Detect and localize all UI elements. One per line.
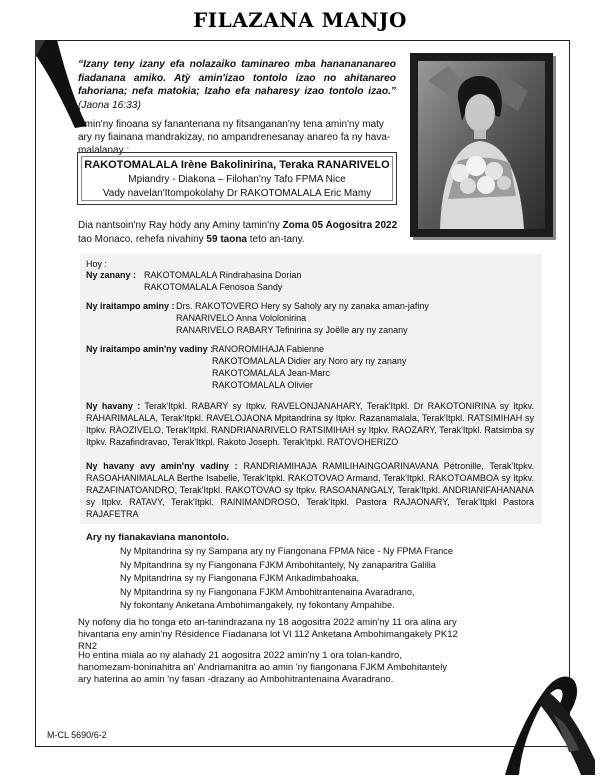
spouse-relatives-label: Ny havany avy amin'ny vadiny : <box>86 461 238 471</box>
list-item: RANOROMIHAJA Fabienne <box>212 344 325 354</box>
children-list <box>144 269 301 293</box>
spouse-relatives-text: RANDRIAMIHAJA RAMILIHAINGOARINAVANA Pétronille, Terak'Itpkv. RASOAHANIMALALA Berthe Isabelle, Terak'Itpkl. RAKOTOVAO Armand, Terak'Itpkl. RAKOTOAMBOA sy Itpkv. RAZAFINATOANDRO, Terak'Itpkl. RAKOTOVAO sy Itpkv. RASOANANGALY, Terak'Itpkl. ANDRIANIFAHANANA sy Itpkv. RATAVY, Terak'Itpkl. RAINIMANDROSO, Terak'Itpkl. Pastora RAJAONARY, Terak'Itpkl Pastora RAJAFETRA <box>86 461 534 519</box>
in-laws-list <box>212 343 406 391</box>
list-item: RANARIVELO Anna Vololonirina <box>176 313 307 323</box>
list-item: Ny fokontany Anketana Ambohimangakely, ny fokontany Ampahibe. <box>120 600 395 610</box>
death-text: Dia nantsoin'ny Ray hody any Aminy tamin'ny <box>78 220 283 231</box>
deceased-box <box>77 152 397 205</box>
portrait-photo <box>410 53 553 237</box>
relatives-paragraph <box>86 400 534 448</box>
deceased-name: RAKOTOMALALA Irène Bakolinirina, Teraka RANARIVELO <box>84 159 390 171</box>
list-item: RAKOTOMALALA Fenosoa Sandy <box>144 282 283 292</box>
reference-code: M-CL 5690/6-2 <box>47 730 107 740</box>
wake-paragraph: Ny nofony dia ho tonga eto an-tanindrazana ny 18 aogositra 2022 amin'ny 11 ora alina ary hivantana eny amin'ny Résidence Fiadanana lot VI 112 Anketana Ambohimangakely PK12 RN2 <box>78 617 458 652</box>
funeral-paragraph: Ho entina miala ao ny alahady 21 aogositra 2022 amin'ny 1 ora tolan-kandro, hanomezam-boninahitra an' Andriamanitra ao amin 'ny fiangonana FJKM Ambohitantely ary haterina ao amin 'ny fasan -drazany ao Ambohitrantenaina Avaradrano. <box>78 650 448 685</box>
relatives-label: Ny havany : <box>86 401 141 411</box>
list-item: Drs. RAKOTOVERO Hery sy Saholy ary ny zanaka aman-jafiny <box>176 301 429 311</box>
deceased-role: Mpiandry - Diakona – Filohan'ny Tafo FPMA Nice <box>128 174 346 185</box>
siblings-list <box>176 300 429 336</box>
page-title: FILAZANA MANJO <box>193 8 407 32</box>
deceased-spouse: Vady navelan'Itompokolahy Dr RAKOTOMALALA Eric Mamy <box>102 188 372 199</box>
mourning-ribbon-icon <box>485 660 595 775</box>
relatives-text: Terak'Itpkl. RABARY sy Itpkv. RAVELONJANAHARY, Terak'Itpkl. Dr RAKOTONIRINA sy Itpkv. RAHARIMALALA, Terak'Itpkl. RAVELOJAONA Mpitandrina sy Itpkv. Razanamalala, Terak'Itpkl. RATSIMIHAH sy Itpkv. RAOZIVELO, Terak'Itpkl. RANDRIANARIVELO RATSIMIHAH sy Itpkv. RAOZARY, Terak'Itpkl. Ratsimba sy Itpkv. Razafindravao, Terak'Itkpl. Rakoto Joseph. Terak'itpkl. RATOVOHERIZO <box>86 401 534 447</box>
list-item: Ny Mpitandrina sy ny Fiangonana FJKM Ankadimbahoaka, <box>120 573 359 583</box>
list-item: Ny Mpitandrina sy ny Fiangonana FJKM Ambohitantely, Ny zanaparitra Galilia <box>120 559 436 570</box>
quote-text: “Izany teny izany efa nolazaiko taminareo mba hananananareo fiadanana amiko. Atỳ amin'izao tontolo izao no ahitanareo fahoriana; nefa matokia; Izaho efa naharesy izao tontolo izao.” <box>78 59 396 98</box>
death-text: tao Monaco, rehefa nivahiny <box>78 233 207 245</box>
list-item: RAKOTOMALALA Didier ary Noro ary ny zanany <box>212 356 407 366</box>
list-item: RAKOTOMALALA Jean-Marc <box>212 368 330 378</box>
death-age: 59 taona <box>206 233 247 245</box>
children-label: Ny zanany : <box>86 270 137 280</box>
church-list <box>120 545 453 613</box>
whole-family-line: Ary ny fianakaviana manontolo. <box>86 532 230 543</box>
death-announcement <box>78 219 398 246</box>
death-date: Zoma 05 Aogositra 2022 <box>282 220 398 231</box>
intro-paragraph: Amin'ny finoana sy fanantenana ny fitsanganan'ny tena amin'ny maty ary ny fiainana mandrakizay, no ampandrenesanay anareo fa ny hava-malalanay : <box>78 119 391 156</box>
list-item: RANARIVELO RABARY Tefinirina sy Joëlle ary ny zanany <box>176 325 408 335</box>
list-item: Ny Mpitandrina sy ny Sampana ary ny Fiangonana FPMA Nice - Ny FPMA France <box>120 546 453 556</box>
bible-quote <box>78 58 396 112</box>
in-laws-label: Ny iraitampo amin'ny vadiny : <box>86 344 214 354</box>
family-hoy: Hoy : <box>86 259 108 269</box>
siblings-label: Ny iraitampo aminy : <box>86 301 175 311</box>
spouse-relatives-paragraph <box>86 460 534 520</box>
list-item: RAKOTOMALALA Olivier <box>212 380 313 390</box>
death-text: teto an-tany. <box>247 233 305 245</box>
quote-reference: (Jaona 16:33) <box>78 99 141 111</box>
list-item: RAKOTOMALALA Rindrahasina Dorian <box>144 270 302 280</box>
list-item: Ny Mpitandrina sy ny Fiangonana FJKM Ambohitrantenaina Avaradrano, <box>120 586 415 597</box>
